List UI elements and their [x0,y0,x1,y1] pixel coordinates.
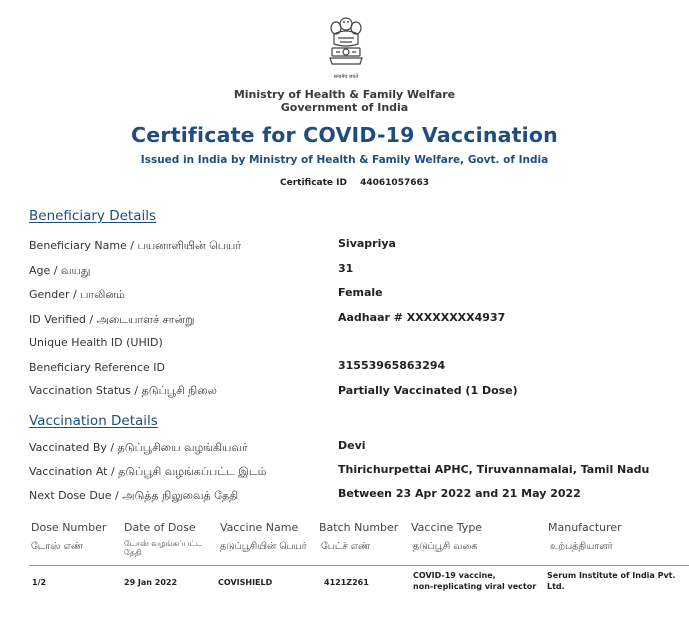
cell-dose-number: 1/2 [32,578,47,587]
th-vaccine-type-ta: தடுப்பூசி வகை [413,541,478,552]
th-vaccine-type: Vaccine Type [411,521,483,534]
government-name: Government of India [280,101,409,114]
th-date-of-dose: Date of Dose [124,521,196,534]
uhid-label: Unique Health ID (UHID) [29,336,163,349]
cell-manufacturer-line2: Ltd. [547,582,565,591]
beneficiary-reference-id-label: Beneficiary Reference ID [29,361,165,374]
next-dose-due-value: Between 23 Apr 2022 and 21 May 2022 [338,487,581,500]
th-manufacturer-ta: உற்பத்தியாளர் [550,541,613,552]
vaccination-status-label: Vaccination Status / தடுப்பூசி நிலை [29,384,217,397]
table-divider [29,565,689,566]
id-verified-value: Aadhaar # XXXXXXXX4937 [338,311,506,324]
cell-date: 29 Jan 2022 [124,578,178,587]
cell-vaccine-type [413,570,536,592]
th-dose-number-ta: டோஸ் எண் [31,541,83,552]
cell-vaccine-type-line1: COVID-19 vaccine, [413,571,496,580]
beneficiary-details-heading: Beneficiary Details [29,208,157,224]
th-vaccine-name-ta: தடுப்பூசியின் பெயர் [220,541,307,552]
th-vaccine-name: Vaccine Name [220,521,299,534]
next-dose-due-label: Next Dose Due / அடுத்த நிலுவைத் தேதி [29,489,239,502]
national-emblem-icon [324,14,368,86]
cell-vaccine-type-line2: non-replicating viral vector [413,582,537,591]
th-dose-number: Dose Number [31,521,107,534]
age-value: 31 [338,262,354,275]
cell-vaccine-name: COVISHIELD [218,578,273,587]
th-date-of-dose-ta: டோஸ் வழங்கப்பட்ட தேதி [124,539,203,557]
th-batch-number: Batch Number [319,521,399,534]
th-batch-number-ta: பேட்ச் எண் [321,541,371,552]
cell-manufacturer-line1: Serum Institute of India Pvt. [547,571,676,580]
gender-label: Gender / பாலினம் [29,288,125,301]
beneficiary-reference-id-value: 31553965863294 [338,359,446,372]
beneficiary-name-value: Sivapriya [338,237,396,250]
emblem-motto: सत्यमेव जयते [333,74,359,80]
vaccinated-by-value: Devi [338,439,366,452]
cell-manufacturer [547,570,676,592]
certificate-subtitle: Issued in India by Ministry of Health & Family Welfare, Govt. of India [140,154,549,166]
beneficiary-name-label: Beneficiary Name / பயனாளியின் பெயர் [29,239,242,252]
age-label: Age / வயது [29,264,91,277]
certificate-id-line [280,178,429,188]
certificate-title: Certificate for COVID-19 Vaccination [131,123,558,147]
vaccinated-by-label: Vaccinated By / தடுப்பூசியை வழங்கியவர் [29,441,248,454]
certificate-id-value: 44061057663 [360,178,430,188]
cell-batch: 4121Z261 [324,578,369,587]
vaccination-at-label: Vaccination At / தடுப்பூசி வழங்கப்பட்ட இடம் [29,465,267,478]
vaccination-details-heading: Vaccination Details [29,413,158,429]
id-verified-label: ID Verified / அடையாளச் சான்று [29,313,195,326]
gender-value: Female [338,286,383,299]
certificate-id-label: Certificate ID [280,178,347,188]
ministry-name: Ministry of Health & Family Welfare [233,88,456,101]
vaccination-status-value: Partially Vaccinated (1 Dose) [338,384,518,397]
th-manufacturer: Manufacturer [548,521,622,534]
vaccination-at-value: Thirichurpettai APHC, Tiruvannamalai, Tamil Nadu [338,463,650,476]
